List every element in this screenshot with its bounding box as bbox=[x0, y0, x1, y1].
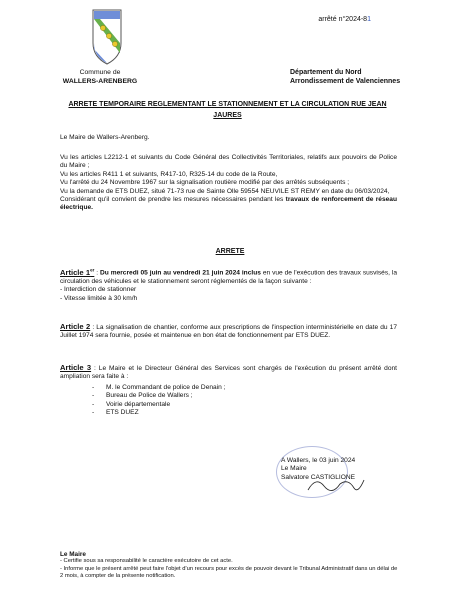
considerant-4: Vu la demande de ETS DUEZ, situé 71-73 rue de Sainte Olle 59554 NEUVILE ST REMY en date du 06/03/2024, bbox=[60, 187, 390, 195]
article-1: Article 1er : Du mercredi 05 juin au vendredi 21 juin 2024 inclus en vue de l'exécution des travaux susvisés, la circulation des véhicules et le stationnement seront réglementés de la façon suivante : - Interdiction de stationner - Vitesse limitée à 30 km/h bbox=[60, 267, 397, 302]
considerants bbox=[60, 154, 397, 213]
article-2: Article 2 : La signalisation de chantier, conforme aux prescriptions de l'inspection interministérielle en date du 17 Juillet 1974 sera fournie, posée et maintenue en bon état de fonctionnement par ETS DUEZ. bbox=[60, 322, 397, 340]
arrete-number: arrêté n°2024-81 bbox=[318, 16, 371, 23]
article-1-dates: Du mercredi 05 juin au vendredi 21 juin 2024 inclus bbox=[100, 269, 261, 277]
considerant-3: Vu l'arrêté du 24 Novembre 1967 sur la signalisation routière modifié par des arrêtés subséquents ; bbox=[60, 179, 350, 187]
list-item: - ETS DUEZ bbox=[92, 409, 292, 417]
document-title: ARRETE TEMPORAIRE REGLEMENTANT LE STATIONNEMENT ET LA CIRCULATION RUE JEAN JAURES bbox=[68, 101, 387, 119]
intro: Le Maire de Wallers-Arenberg. bbox=[60, 134, 150, 141]
department: Département du Nord bbox=[290, 69, 362, 76]
list-item: - Bureau de Police de Wallers ; bbox=[92, 392, 292, 400]
article-3-label: Article 3 bbox=[60, 363, 92, 372]
place-date: A Wallers, le 03 juin 2024 bbox=[281, 457, 356, 464]
footer-line: - Informe que le présent arrêté peut faire l'objet d'un recours pour excès de pouvoir devant le Tribunal Administratif dans un délai de 2 mois, à compter de la présente notification. bbox=[60, 565, 398, 580]
footer-heading: Le Maire bbox=[60, 551, 86, 558]
signature-role: Le Maire bbox=[281, 465, 307, 473]
arrete-heading: ARRETE bbox=[215, 248, 245, 255]
list-item: - M. le Commandant de police de Denain ; bbox=[92, 384, 292, 392]
footer-line: - Certifie sous sa responsabilité le caractère exécutoire de cet acte. bbox=[60, 558, 233, 565]
handwritten-signature bbox=[306, 474, 366, 496]
commune-name: WALLERS-ARENBERG bbox=[62, 77, 138, 85]
considerant-1: Vu les articles L2212-1 et suivants du Code Général des Collectivités Territoriales, relatifs aux pouvoirs de Police du Maire ; bbox=[60, 154, 397, 170]
footer bbox=[60, 551, 400, 581]
article-1-item: - Interdiction de stationner bbox=[60, 286, 137, 294]
considerant-2: Vu les articles R411 1 et suivants, R417-10, R325-14 du code de la Route, bbox=[60, 170, 278, 178]
article-1-label: Article 1er bbox=[60, 267, 95, 277]
commune-block bbox=[60, 69, 140, 86]
arrondissement: Arrondissement de Valenciennes bbox=[290, 77, 401, 85]
article-1-item: - Vitesse limitée à 30 km/h bbox=[60, 294, 138, 302]
considerant-5: Considérant qu'il convient de prendre les mesures nécessaires pendant les travaux de renforcement de réseau électrique. bbox=[60, 196, 397, 212]
commune-coat-of-arms-logo bbox=[92, 9, 122, 65]
commune-label: Commune de bbox=[79, 69, 121, 76]
list-item: - Voirie départementale bbox=[92, 401, 292, 409]
article-3: Article 3 : Le Maire et le Directeur Général des Services sont chargés de l'exécution du présent arrêté dont ampliation sera faite à : bbox=[60, 363, 398, 381]
signatory-name: Salvatore CASTIGLIONE bbox=[281, 473, 356, 481]
department-block bbox=[290, 69, 440, 86]
recipients-list bbox=[92, 384, 292, 418]
article-2-label: Article 2 bbox=[60, 322, 91, 331]
